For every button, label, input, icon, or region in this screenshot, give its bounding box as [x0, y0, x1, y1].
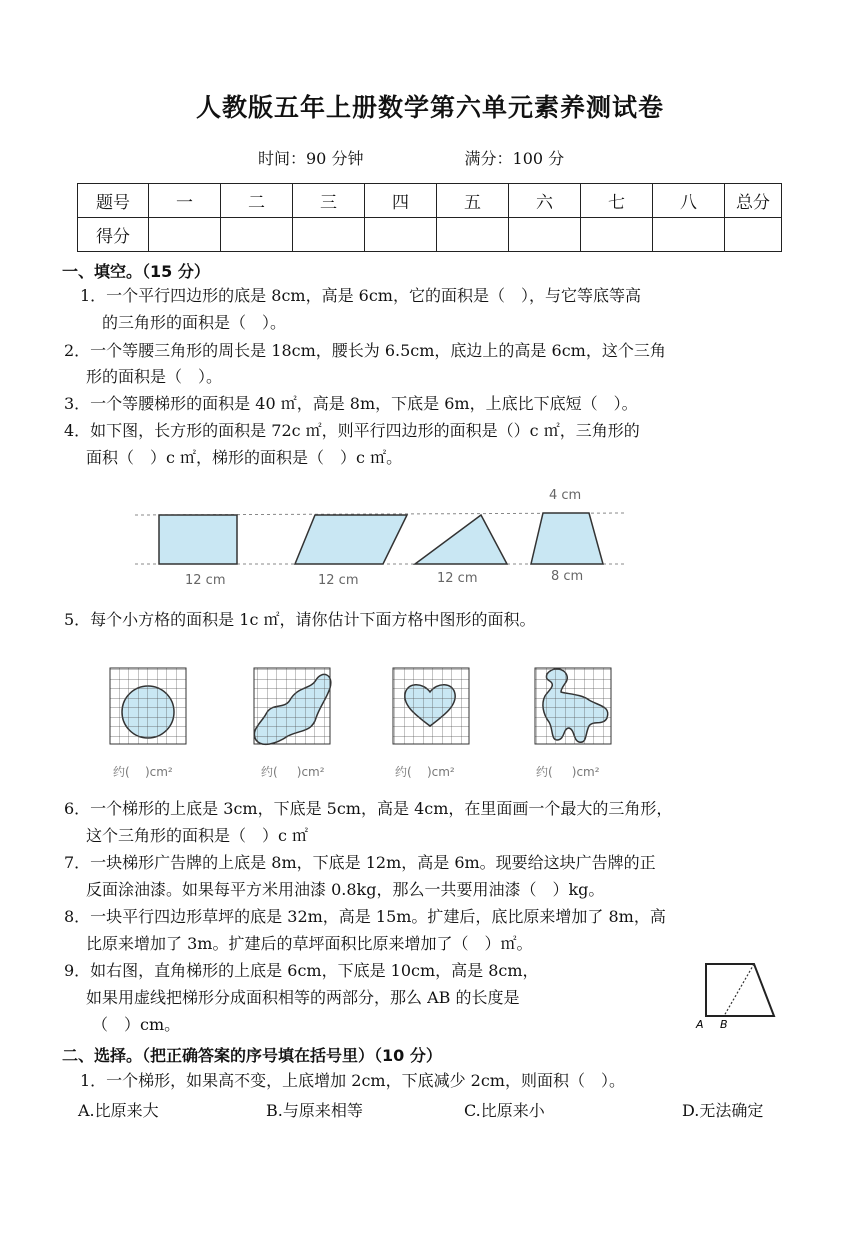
- trapezoid-shape: [531, 513, 603, 564]
- option-d[interactable]: D.无法确定: [682, 1101, 764, 1120]
- question-5: 5．每个小方格的面积是 1c ㎡，请你估计下面方格中图形的面积。: [64, 610, 536, 629]
- trapezoid-top-label: 4 cm: [549, 488, 582, 503]
- option-b[interactable]: B.与原来相等: [266, 1101, 363, 1120]
- question-7-line-2: 反面涂油漆。如果每平方米用油漆 0.8kg，那么一共要用油漆（ ）kg。: [86, 880, 605, 899]
- triangle-shape: [415, 515, 507, 564]
- section-1-heading: 一、填空。（15 分）: [62, 262, 210, 281]
- question-9-line-1: 9．如右图，直角梯形的上底是 6cm，下底是 10cm，高是 8cm，: [64, 961, 539, 980]
- section-2-heading: 二、选择。（把正确答案的序号填在括号里）（10 分）: [62, 1046, 442, 1065]
- grid-blob: [254, 668, 331, 744]
- score-cell: 八: [653, 184, 725, 218]
- score-cell: 一: [149, 184, 221, 218]
- question-9-line-2: 如果用虚线把梯形分成面积相等的两部分，那么 AB 的长度是: [86, 988, 520, 1007]
- grid-4-caption: 约( )cm²: [536, 765, 600, 779]
- score-cell: 五: [437, 184, 509, 218]
- rectangle-shape: [159, 515, 237, 564]
- trapezoid-bottom-label: 8 cm: [551, 569, 584, 584]
- grid-circle: [110, 668, 186, 744]
- grid-1-caption: 约( )cm²: [113, 765, 173, 779]
- score-input-cell[interactable]: [725, 218, 782, 252]
- score-input-cell[interactable]: [509, 218, 581, 252]
- question-2-line-2: 形的面积是（ ）。: [86, 367, 223, 386]
- section-2-question-1: 1．一个梯形，如果高不变，上底增加 2cm，下底减少 2cm，则面积（ ）。: [80, 1071, 625, 1090]
- question-1-line-1: 1．一个平行四边形的底是 8cm，高是 6cm，它的面积是（ ），与它等底等高: [80, 286, 641, 305]
- point-a-label: A: [696, 1018, 704, 1031]
- score-cell: 得分: [78, 218, 149, 252]
- score-cell: 四: [365, 184, 437, 218]
- grid-2-caption: 约( )cm²: [261, 765, 325, 779]
- score-table: [77, 183, 782, 252]
- score-input-cell[interactable]: [365, 218, 437, 252]
- time-label: 时间：90 分钟: [258, 149, 364, 168]
- question-8-line-2: 比原来增加了 3m。扩建后的草坪面积比原来增加了（ ）㎡。: [86, 934, 533, 953]
- question-4-figure: [135, 485, 625, 595]
- score-table-header-row: [78, 184, 782, 218]
- score-cell: 题号: [78, 184, 149, 218]
- question-8-line-1: 8．一块平行四边形草坪的底是 32m，高是 15m。扩建后，底比原来增加了 8m，高: [64, 907, 666, 926]
- question-3: 3．一个等腰梯形的面积是 40 ㎡，高是 8m，下底是 6m，上底比下底短（ ）。: [64, 394, 638, 413]
- question-2-line-1: 2．一个等腰三角形的周长是 18cm，腰长为 6.5cm，底边上的高是 6cm，这个三角: [64, 341, 666, 360]
- score-cell: 三: [293, 184, 365, 218]
- score-input-cell[interactable]: [221, 218, 293, 252]
- score-input-cell[interactable]: [437, 218, 509, 252]
- question-9-figure: [690, 958, 785, 1032]
- question-7-line-1: 7．一块梯形广告牌的上底是 8m，下底是 12m，高是 6m。现要给这块广告牌的正: [64, 853, 656, 872]
- question-5-grids: [100, 660, 630, 756]
- grid-3-caption: 约( )cm²: [395, 765, 455, 779]
- parallelogram-shape: [295, 515, 407, 564]
- grid-dino: [535, 668, 611, 744]
- grid-heart: [393, 668, 469, 744]
- exam-info: [258, 146, 660, 169]
- rectangle-base-label: 12 cm: [185, 573, 226, 588]
- score-cell: 七: [581, 184, 653, 218]
- score-input-cell[interactable]: [293, 218, 365, 252]
- score-input-cell[interactable]: [653, 218, 725, 252]
- score-input-cell[interactable]: [581, 218, 653, 252]
- score-table-score-row: [78, 218, 782, 252]
- triangle-base-label: 12 cm: [437, 571, 478, 586]
- question-6-line-1: 6．一个梯形的上底是 3cm，下底是 5cm，高是 4cm，在里面画一个最大的三角形，: [64, 799, 673, 818]
- question-4-line-2: 面积（ ）c ㎡，梯形的面积是（ ）c ㎡。: [86, 448, 403, 467]
- question-9-line-3: （ ）cm。: [92, 1015, 181, 1034]
- page-title: 人教版五年上册数学第六单元素养测试卷: [195, 93, 664, 122]
- dashed-divider-line: [724, 964, 754, 1016]
- score-cell: 二: [221, 184, 293, 218]
- question-4-line-1: 4．如下图，长方形的面积是 72c ㎡，则平行四边形的面积是（）c ㎡，三角形的: [64, 421, 640, 440]
- full-score-label: 满分：100 分: [464, 149, 565, 168]
- point-b-label: B: [720, 1018, 728, 1031]
- question-6-line-2: 这个三角形的面积是（ ）c ㎡: [86, 826, 309, 845]
- right-trapezoid-shape: [706, 964, 774, 1016]
- option-a[interactable]: A.比原来大: [78, 1101, 159, 1120]
- question-1-line-2: 的三角形的面积是（ ）。: [102, 313, 287, 332]
- score-cell: 总分: [725, 184, 782, 218]
- score-cell: 六: [509, 184, 581, 218]
- parallelogram-base-label: 12 cm: [318, 573, 359, 588]
- score-input-cell[interactable]: [149, 218, 221, 252]
- option-c[interactable]: C.比原来小: [464, 1101, 545, 1120]
